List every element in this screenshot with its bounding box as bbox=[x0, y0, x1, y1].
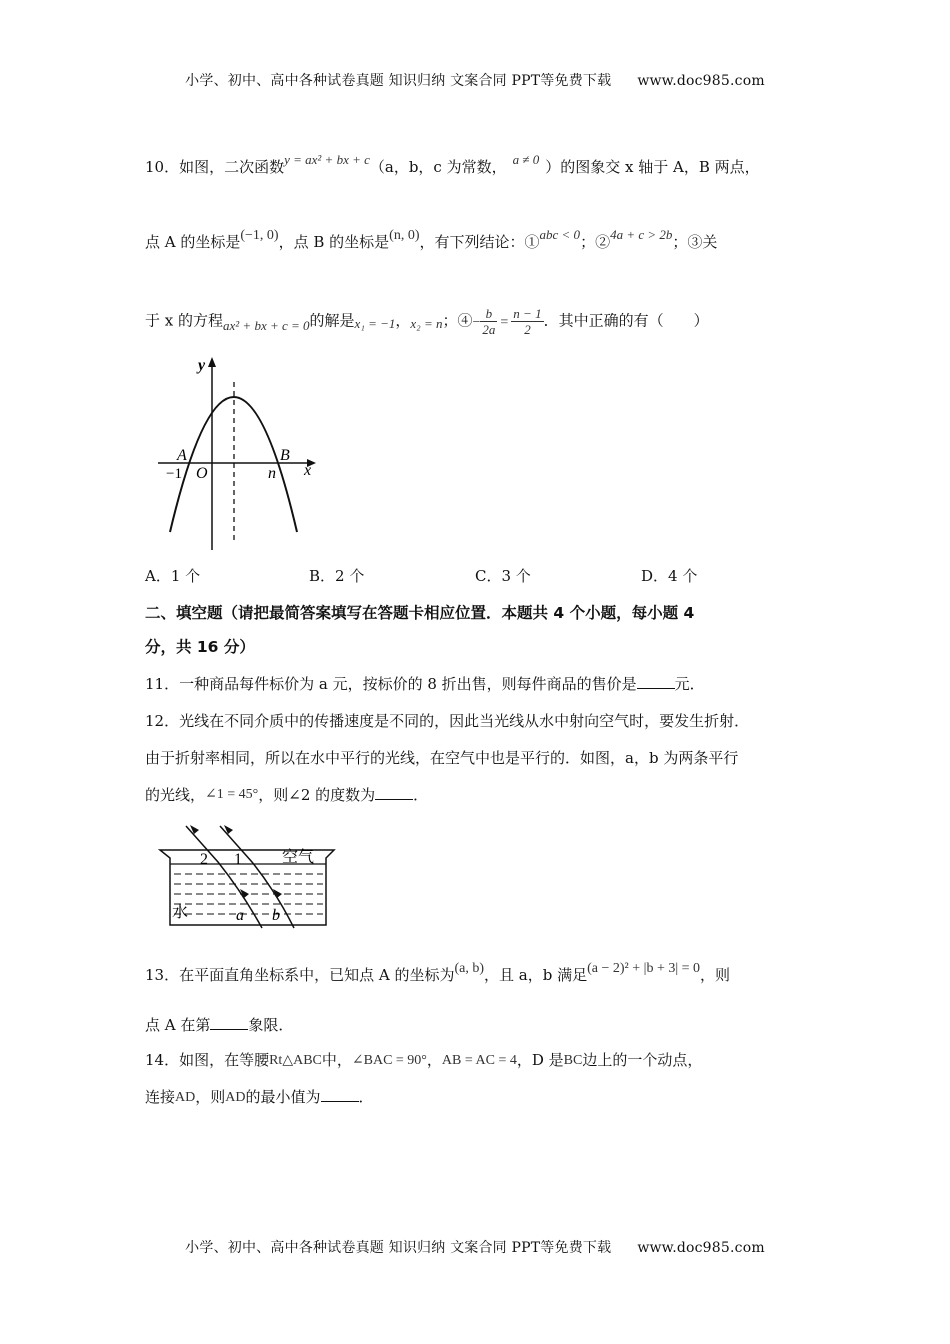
q11-answer-blank[interactable] bbox=[637, 674, 675, 689]
n-label: n bbox=[268, 465, 276, 482]
angle-1-label: 1 bbox=[234, 851, 242, 868]
page-footer bbox=[0, 1237, 950, 1257]
q10-line3: 于 x 的方程ax² + bx + c = 0的解是x₁ = −1，x₂ = n；④− $\frac{b}{2a}$ = $\frac{n - 1}{2}$ ．其中正确的有（ ） bbox=[145, 306, 709, 337]
refraction-figure bbox=[158, 822, 340, 930]
header-site[interactable]: www.doc985.com bbox=[637, 73, 765, 89]
q12-line1: 12．光线在不同介质中的传播速度是不同的，因此当光线从水中射向空气时，要发生折射． bbox=[145, 712, 750, 730]
q12-line3: 的光线，∠1 = 45°，则∠2 的度数为 ． bbox=[145, 786, 429, 804]
light-ray-a bbox=[186, 826, 262, 928]
footer-site[interactable]: www.doc985.com bbox=[637, 1240, 765, 1256]
q14-line1: 14．如图，在等腰Rt△ABC中，∠BAC = 90°，AB = AC = 4，D 是BC边上的一个动点， bbox=[145, 1051, 703, 1069]
fraction-b-2a: $\frac{b}{2a}$ bbox=[482, 306, 496, 337]
q10-line2: 点 A 的坐标是(−1, 0)，点 B 的坐标是(n, 0)，有下列结论：①abc < 0；②4a + c > 2b；③关 bbox=[145, 227, 718, 251]
q10-line1: 10．如图，二次函数y = ax² + bx + c（a，b，c 为常数， a ≠ 0 ）的图象交 x 轴于 A，B 两点， bbox=[145, 152, 760, 176]
section2-heading-line2: 分，共 16 分） bbox=[145, 638, 255, 656]
fraction-n-1-2: $\frac{n - 1}{2}$ bbox=[513, 306, 542, 337]
light-ray-b bbox=[220, 826, 294, 928]
q13-line2: 点 A 在第 象限． bbox=[145, 1016, 294, 1034]
point-a-label: A bbox=[177, 447, 187, 464]
parabola-graph bbox=[150, 352, 335, 554]
q14-answer-blank[interactable] bbox=[321, 1087, 359, 1102]
ray-b-label: b bbox=[272, 907, 280, 924]
x-axis-label: x bbox=[304, 462, 312, 479]
header-text: 小学、初中、高中各种试卷真题 知识归纳 文案合同 PPT等免费下载 bbox=[185, 73, 612, 89]
q13-answer-blank[interactable] bbox=[210, 1015, 248, 1030]
option-a[interactable]: A．1 个 bbox=[145, 567, 201, 585]
q14-line2: 连接AD，则AD的最小值为 ． bbox=[145, 1088, 374, 1106]
air-label: 空气 bbox=[282, 849, 315, 866]
q12-answer-blank[interactable] bbox=[375, 785, 413, 800]
q12-line2: 由于折射率相同，所以在水中平行的光线，在空气中也是平行的．如图，a，b 为两条平行 bbox=[145, 749, 739, 767]
page-header bbox=[0, 70, 950, 90]
point-b-label: B bbox=[280, 447, 290, 464]
neg-one-label: −1 bbox=[166, 466, 182, 482]
q13-line1: 13．在平面直角坐标系中，已知点 A 的坐标为(a, b)，且 a，b 满足(a − 2)² + |b + 3| = 0，则 bbox=[145, 961, 731, 984]
option-b[interactable]: B．2 个 bbox=[309, 567, 365, 585]
water-label: 水 bbox=[172, 904, 189, 921]
y-axis-arrow-icon bbox=[208, 357, 216, 367]
section2-heading-line1: 二、填空题（请把最简答案填写在答题卡相应位置．本题共 4 个小题，每小题 4 bbox=[145, 604, 695, 622]
footer-text: 小学、初中、高中各种试卷真题 知识归纳 文案合同 PPT等免费下载 bbox=[185, 1240, 612, 1256]
q11-line: 11．一种商品每件标价为 a 元，按标价的 8 折出售，则每件商品的售价是 元． bbox=[145, 675, 705, 693]
angle-2-label: 2 bbox=[200, 851, 208, 868]
ray-a-label: a bbox=[236, 907, 244, 924]
y-axis-label: y bbox=[198, 357, 206, 374]
option-c[interactable]: C．3 个 bbox=[475, 567, 531, 585]
origin-label: O bbox=[196, 465, 208, 482]
option-d[interactable]: D．4 个 bbox=[641, 567, 698, 585]
